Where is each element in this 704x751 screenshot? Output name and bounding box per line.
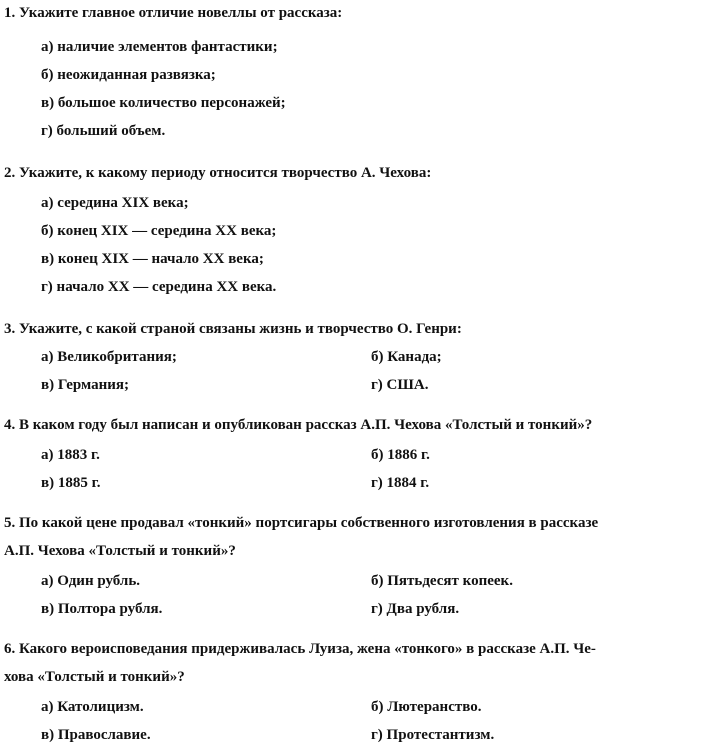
question-2-option-c: в) конец XIX — начало XX века; — [41, 251, 264, 267]
question-6-option-a: а) Католицизм. — [41, 699, 144, 715]
question-6-option-c: в) Православие. — [41, 727, 151, 743]
question-2-option-d: г) начало XX — середина XX века. — [41, 279, 277, 295]
question-5-option-d: г) Два рубля. — [371, 601, 460, 617]
question-6-option-b: б) Лютеранство. — [371, 699, 482, 715]
question-4-option-c: в) 1885 г. — [41, 475, 101, 491]
question-3-option-b: б) Канада; — [371, 349, 442, 365]
question-4-option-a: а) 1883 г. — [41, 447, 100, 463]
question-3-title: 3. Укажите, с какой страной связаны жизнь и творчество О. Генри: — [4, 321, 462, 337]
question-2-title: 2. Укажите, к какому периоду относится творчество А. Чехова: — [4, 165, 432, 181]
question-5-option-a: а) Один рубль. — [41, 573, 141, 589]
question-2-option-a: а) середина XIX века; — [41, 195, 189, 211]
question-6-option-d: г) Протестантизм. — [371, 727, 495, 743]
question-1-option-c: в) большое количество персонажей; — [41, 95, 286, 111]
question-5-option-c: в) Полтора рубля. — [41, 601, 163, 617]
question-6-title-line-2: хова «Толстый и тонкий»? — [4, 669, 185, 685]
question-6-title-line-1: 6. Какого вероисповедания придерживалась Луиза, жена «тонкого» в рассказе А.П. Че- — [4, 641, 596, 657]
question-1-option-b: б) неожиданная развязка; — [41, 67, 216, 83]
question-4-option-b: б) 1886 г. — [371, 447, 430, 463]
question-5-option-b: б) Пятьдесят копеек. — [371, 573, 513, 589]
question-1-option-d: г) больший объем. — [41, 123, 166, 139]
question-3-option-c: в) Германия; — [41, 377, 130, 393]
question-4-title: 4. В каком году был написан и опубликован рассказ А.П. Чехова «Толстый и тонкий»? — [4, 417, 593, 433]
question-3-option-d: г) США. — [371, 377, 429, 393]
question-4-option-d: г) 1884 г. — [371, 475, 430, 491]
question-2-option-b: б) конец XIX — середина XX века; — [41, 223, 277, 239]
question-1-option-a: а) наличие элементов фантастики; — [41, 39, 278, 55]
question-5-title-line-2: А.П. Чехова «Толстый и тонкий»? — [4, 543, 236, 559]
question-5-title-line-1: 5. По какой цене продавал «тонкий» портсигары собственного изготовления в рассказе — [4, 515, 599, 531]
question-3-option-a: а) Великобритания; — [41, 349, 177, 365]
question-1-title: 1. Укажите главное отличие новеллы от рассказа: — [4, 5, 343, 21]
